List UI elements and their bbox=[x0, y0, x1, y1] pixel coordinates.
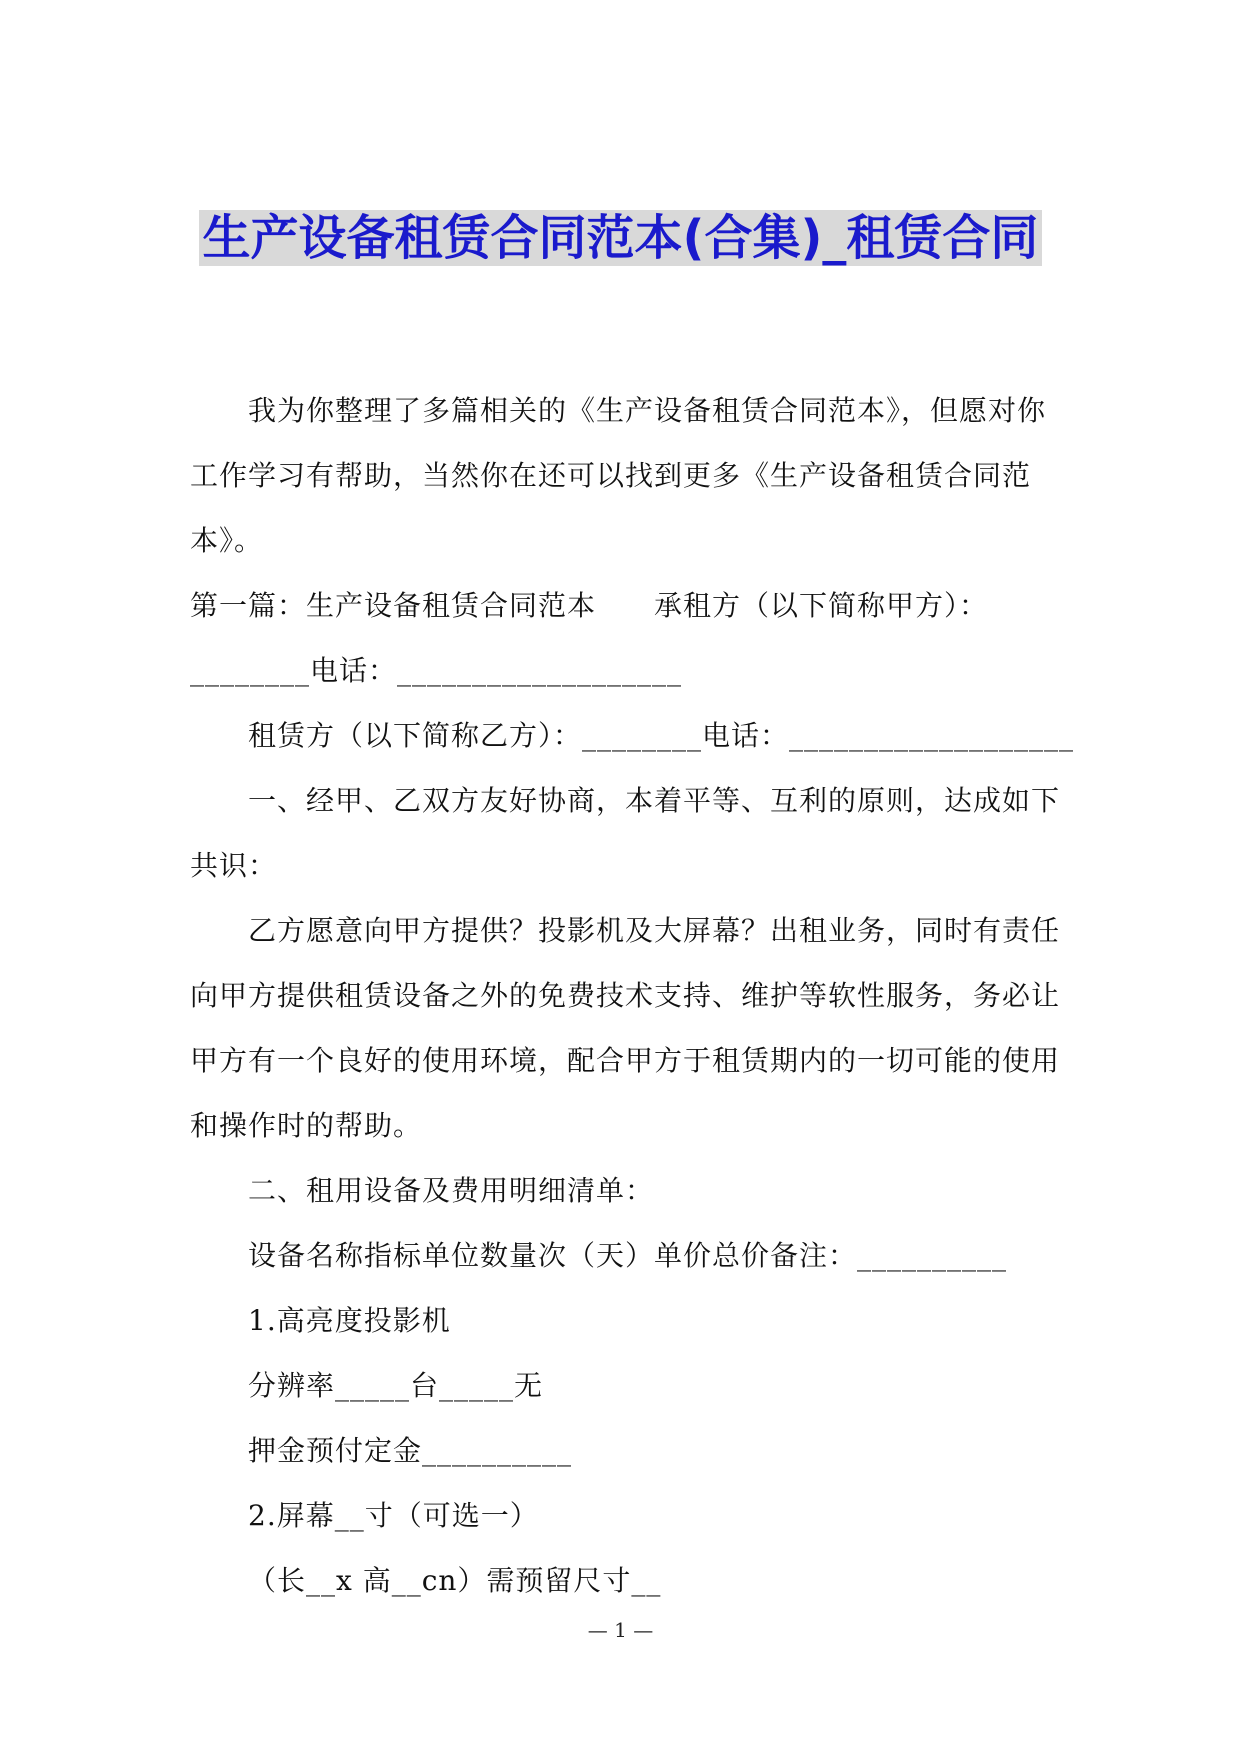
paragraph-line: 甲方有一个良好的使用环境，配合甲方于租赁期内的一切可能的使用 bbox=[190, 1044, 1061, 1077]
paragraph-line: 第一篇：生产设备租赁合同范本 承租方（以下简称甲方）： bbox=[190, 589, 989, 622]
paragraph-line: 乙方愿意向甲方提供？投影机及大屏幕？出租业务，同时有责任 bbox=[248, 914, 1061, 947]
paragraph-line: 和操作时的帮助。 bbox=[190, 1109, 423, 1142]
paragraph-line: 租赁方（以下简称乙方）：________电话：___________________ bbox=[248, 719, 1075, 752]
page-number: — 1 — bbox=[587, 1618, 654, 1642]
paragraph-line: 2.屏幕__寸（可选一） bbox=[248, 1499, 539, 1532]
paragraph-line: 设备名称指标单位数量次（天）单价总价备注：__________ bbox=[248, 1239, 1008, 1272]
paragraph-line: 二、租用设备及费用明细清单： bbox=[248, 1174, 655, 1207]
paragraph-line: 向甲方提供租赁设备之外的免费技术支持、维护等软性服务，务必让 bbox=[190, 979, 1061, 1012]
document-title: 生产设备租赁合同范本(合集)_租赁合同 bbox=[160, 206, 1081, 270]
paragraph-line: 一、经甲、乙双方友好协商，本着平等、互利的原则，达成如下 bbox=[248, 784, 1061, 817]
paragraph-line: ________电话：___________________ bbox=[190, 654, 683, 687]
paragraph-line: 1.高亮度投影机 bbox=[248, 1304, 451, 1337]
paragraph-line: 共识： bbox=[190, 849, 278, 882]
paragraph-line: （长__x 高__cn）需预留尺寸__ bbox=[248, 1564, 662, 1597]
paragraph-line: 我为你整理了多篇相关的《生产设备租赁合同范本》，但愿对你 bbox=[248, 394, 1047, 427]
paragraph-line: 押金预付定金__________ bbox=[248, 1434, 573, 1467]
paragraph-line: 工作学习有帮助，当然你在还可以找到更多《生产设备租赁合同范 bbox=[190, 459, 1032, 492]
paragraph-line: 本》。 bbox=[190, 524, 264, 557]
paragraph-line: 分辨率_____台_____无 bbox=[248, 1369, 544, 1402]
